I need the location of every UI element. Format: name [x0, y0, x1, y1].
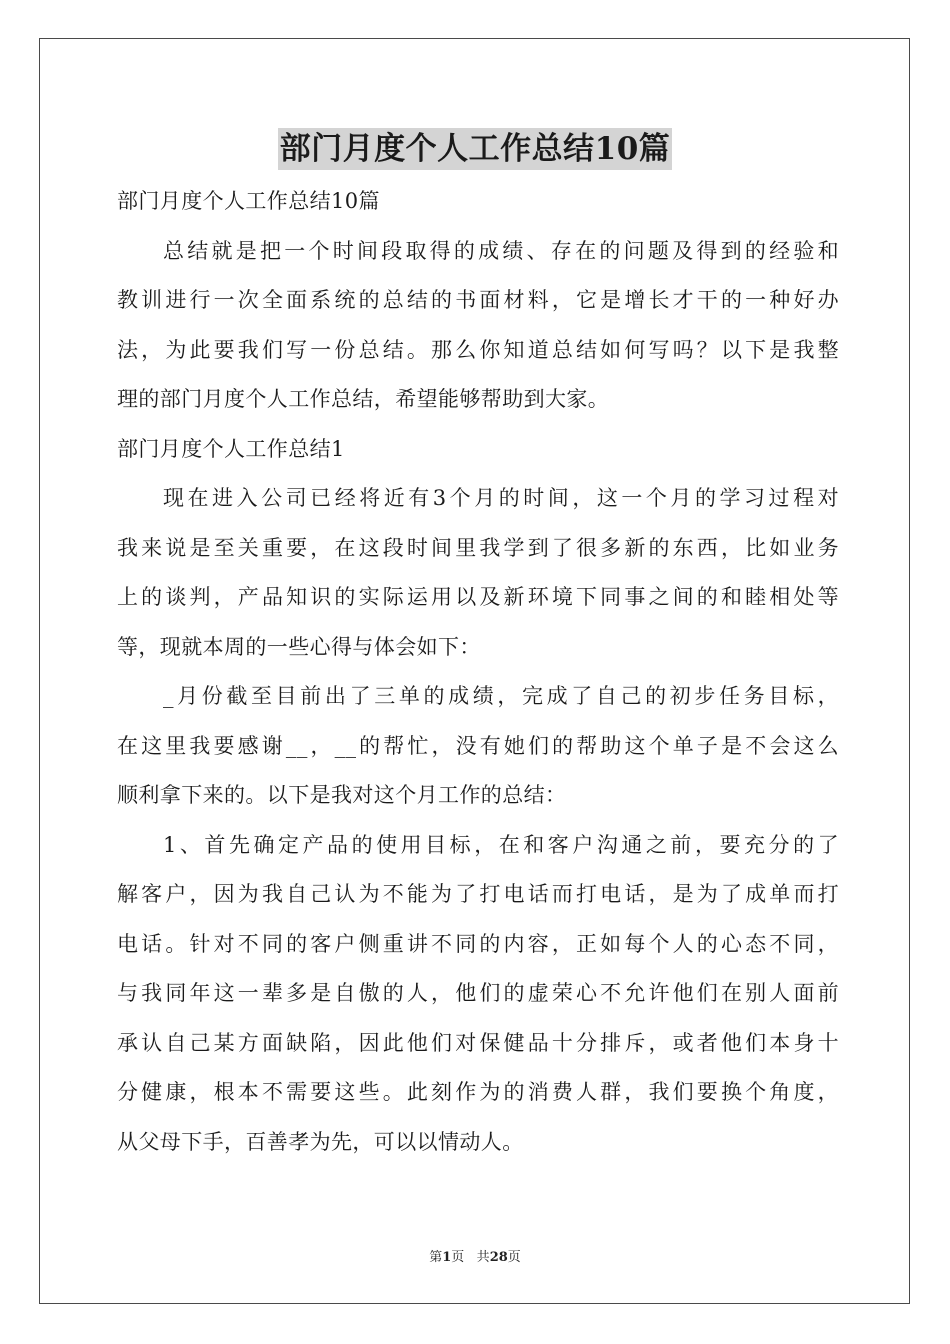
text-line: 法，为此要我们写一份总结。那么你知道总结如何写吗？以下是我整 — [117, 337, 839, 362]
text-line: 解客户，因为我自己认为不能为了打电话而打电话，是为了成单而打 — [117, 882, 839, 906]
text-line: 理的部门月度个人工作总结，希望能够帮助到大家。 — [117, 387, 610, 411]
text-line: 1、首先确定产品的使用目标，在和客户沟通之前，要充分的了 — [163, 832, 839, 857]
text-line: 分健康，根本不需要这些。此刻作为的消费人群，我们要换个角度， — [117, 1080, 839, 1104]
text-line: 部门月度个人工作总结10篇 — [117, 189, 380, 213]
text-line: 总结就是把一个时间段取得的成绩、存在的问题及得到的经验和 — [163, 238, 839, 263]
document-body — [117, 177, 839, 1167]
text-line: 在这里我要感谢__，__的帮忙，没有她们的帮助这个单子是不会这么 — [117, 733, 839, 758]
footer-total-prefix: 共 — [476, 1250, 490, 1265]
text-line: 等，现就本周的一些心得与体会如下： — [117, 634, 481, 659]
text-line: 现在进入公司已经将近有3个月的时间，这一个月的学习过程对 — [163, 486, 839, 510]
text-line: _月份截至目前出了三单的成绩，完成了自己的初步任务目标， — [163, 684, 839, 708]
text-line: 电话。针对不同的客户侧重讲不同的内容，正如每个人的心态不同， — [117, 931, 839, 956]
title-wrap — [0, 128, 950, 170]
text-line: 承认自己某方面缺陷，因此他们对保健品十分排斥，或者他们本身十 — [117, 1030, 839, 1055]
footer-page-prefix: 第 — [429, 1250, 443, 1265]
footer-page-suffix: 页 — [451, 1250, 465, 1265]
text-line: 上的谈判，产品知识的实际运用以及新环境下同事之间的和睦相处等 — [117, 585, 839, 609]
document-title: 部门月度个人工作总结10篇 — [278, 128, 673, 170]
text-line: 部门月度个人工作总结1 — [117, 436, 345, 461]
text-line: 教训进行一次全面系统的总结的书面材料，它是增长才干的一种好办 — [117, 288, 839, 312]
page-footer — [0, 1246, 950, 1265]
footer-total-suffix: 页 — [507, 1250, 521, 1265]
text-line: 与我同年这一辈多是自傲的人，他们的虚荣心不允许他们在别人面前 — [117, 981, 839, 1005]
footer-page-number: 1 — [442, 1250, 452, 1265]
text-line: 我来说是至关重要，在这段时间里我学到了很多新的东西，比如业务 — [117, 535, 839, 560]
footer-total-number: 28 — [489, 1250, 508, 1265]
text-line: 顺利拿下来的。以下是我对这个月工作的总结： — [117, 783, 567, 807]
text-line: 从父母下手，百善孝为先，可以以情动人。 — [117, 1129, 524, 1154]
